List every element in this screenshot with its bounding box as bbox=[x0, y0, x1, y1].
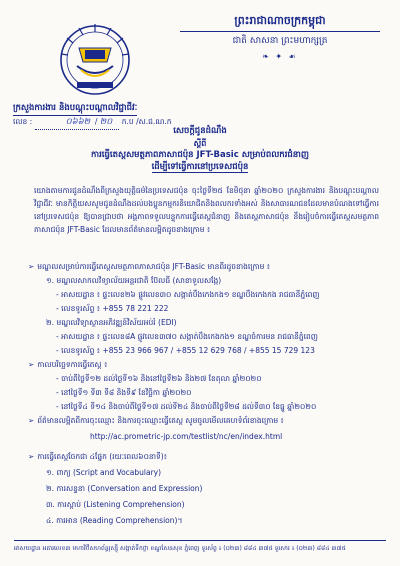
ornament-divider: ❧ ✦ ☙ bbox=[262, 52, 298, 61]
schedule-item: - នៅថ្ងៃទី៤ ទី១៤ និងចាប់ពីថ្ងៃទី១៧ ដល់ទី២៤ និងចាប់ពីថ្ងៃទី២៨ ដល់ទី៣០ ខែធ្នូ ឆ្នាំ២០២០ bbox=[56, 402, 317, 411]
schedule-heading: ➢ កាលបរិច្ឆេទការធ្វើតេស្ដ ៖ bbox=[28, 360, 108, 369]
schedule-item: - នៅថ្ងៃទី១ ទី៣ ទី៨ និងទី៩ ខែវិច្ឆិកា ឆ្នាំ២០២០ bbox=[56, 388, 192, 397]
registration-heading: ➢ ព័ត៌មានលម្អិតពីការចុះឈ្មោះ និងការចុះឈ្មោះធ្វើតេស្ដ សូមចូលមើលគេហទំព័រខាងក្រោម ៖ bbox=[28, 416, 284, 425]
arrow-bullet-icon: ➢ bbox=[28, 262, 35, 271]
venue-1-phone: - លេខទូរស័ព្ទ ៖ +855 78 221 222 bbox=[56, 304, 169, 313]
reference-number: លេខ : ០៦៦២ / ២០ ក.ប /ស.ជ.ណ.ក bbox=[13, 117, 172, 130]
ministry-logo-icon bbox=[55, 22, 135, 100]
kingdom-motto: ជាតិ សាសនា ព្រះមហាក្សត្រ bbox=[232, 36, 328, 46]
reference-year: ២០ bbox=[99, 117, 113, 127]
footer-address: អាសយដ្ឋាន អគារលេខ៣ មហាវិថីសហព័ន្ធរុស្ស៊ី សង្កាត់ទឹកថ្លា ខណ្ឌសែនសុខ ភ្នំពេញ ទូរស័ព្ទ ៖ (០២៣) ៨៨៤ ៣៧៥ ទូរសារ ៖ (០២៣) ៨៨៤ ៣៧៥ bbox=[14, 545, 346, 552]
notice-subject-line1: ការធ្វើតេស្ដសមត្ថភាពភាសាជប៉ុន JFT-Basic សម្រាប់ពលករជំនាញ bbox=[91, 150, 309, 160]
kingdom-title: ព្រះរាជាណាចក្រកម្ពុជា bbox=[180, 14, 380, 32]
arrow-bullet-icon: ➢ bbox=[28, 360, 35, 369]
footer-divider bbox=[14, 540, 386, 541]
venue-1-address: - អាសយដ្ឋាន ៖ ផ្ទះលេខ២៦ ផ្លូវលេខ៣០ សង្កាត់បឹងកេងកង១ ខណ្ឌបឹងកេងកង រាជធានីភ្នំពេញ bbox=[56, 290, 320, 299]
test-part: ៤. ការអាន (Reading Comprehension)។ bbox=[46, 516, 183, 525]
venues-heading: ➢ មណ្ឌលសម្រាប់ការធ្វើតេស្ដសមត្ថភាពភាសាជប៉ុន JFT-Basic មានពីរដូចខាងក្រោម ៖ bbox=[28, 262, 271, 271]
kingdom-header bbox=[180, 14, 380, 61]
reference-label: លេខ : bbox=[13, 117, 33, 126]
venue-2-address: - អាសយដ្ឋាន ៖ ផ្ទះលេខ៨A ផ្លូវលេខ៣៧០ សង្កាត់បឹងកេងកង១ ខណ្ឌចំការមន រាជធានីភ្នំពេញ bbox=[56, 332, 318, 341]
venue-2-name: ២. មណ្ឌលវិទ្យាស្ថានអភិវឌ្ឍន៍វិស័យអប់រំ (EDI) bbox=[46, 318, 177, 327]
registration-url-link[interactable]: http://ac.prometric-jp.com/testlist/nc/en/index.html bbox=[90, 432, 283, 441]
arrow-bullet-icon: ➢ bbox=[28, 416, 35, 425]
test-part: ១. ពាក្យ (Script and Vocabulary) bbox=[46, 468, 162, 477]
reference-handwritten-number: ០៦៦២ bbox=[65, 117, 91, 127]
notice-title: សេចក្ដីជូនដំណឹង bbox=[173, 126, 227, 136]
notice-subject-label: ស្ដីពី bbox=[193, 139, 207, 148]
reference-code: ក.ប /ស.ជ.ណ.ក bbox=[121, 117, 172, 126]
venue-1-name: ១. មណ្ឌលសាកលវិទ្យាល័យអន្ដរជាតិ ប៊ែលធី (សាខាទួលសង្កែ) bbox=[46, 276, 222, 285]
test-part: ៣. ការស្ដាប់ (Listening Comprehension) bbox=[46, 500, 185, 509]
notice-subject-line2: ដើម្បីទៅធ្វើការនៅប្រទេសជប៉ុន bbox=[151, 162, 249, 172]
test-part: ២. ការសន្ទនា (Conversation and Expression) bbox=[46, 484, 203, 493]
intro-paragraph: យោងតាមការជូនដំណឹងពីក្រសួងយុត្តិធម៌នៃប្រទេសជប៉ុន ចុះថ្ងៃទី២៥ ខែមិថុនា ឆ្នាំ២០២០ ក្រសួងការងារ និងបណ្ដុះបណ្ដាលវិជ្ជាជីវៈ មានកិត្តិយសសូមជូនដំណឹងដល់បងប្អូនកម្មករនិយោជិតនិងពលករទាំងអស់ និងសាធារណជនដែលមានបំណងទៅធ្វើការនៅប្រទេសជប៉ុន ឱ្យបានជ្រាបថា អង្គភាពទទួលបន្ទុកការធ្វើតេស្ដជំនាញ និងតេស្ដភាសាជប៉ុន នឹងរៀបចំការធ្វើតេស្ដសមត្ថភាពភាសាជប៉ុន JFT-Basic ដែលមានព័ត៌មានលម្អិតដូចខាងក្រោម ៖ bbox=[34, 186, 379, 234]
ministry-name: ក្រសួងការងារ និងបណ្ដុះបណ្ដាលវិជ្ជាជីវៈ bbox=[13, 103, 137, 116]
arrow-bullet-icon: ➢ bbox=[28, 452, 35, 461]
venue-2-phone: - លេខទូរស័ព្ទ ៖ +855 23 966 967 / +855 12 629 768 / +855 15 729 123 bbox=[56, 346, 315, 355]
parts-heading: ➢ ការធ្វើតេស្ដចែកជា ៤ផ្នែក (រយៈពេល៦០នាទី)៖ bbox=[28, 452, 168, 461]
schedule-item: - ចាប់ពីថ្ងៃទី១២ ដល់ថ្ងៃទី១៦ និងនៅថ្ងៃទី២៦ និង២៧ ខែតុលា ឆ្នាំ២០២០ bbox=[56, 374, 262, 383]
